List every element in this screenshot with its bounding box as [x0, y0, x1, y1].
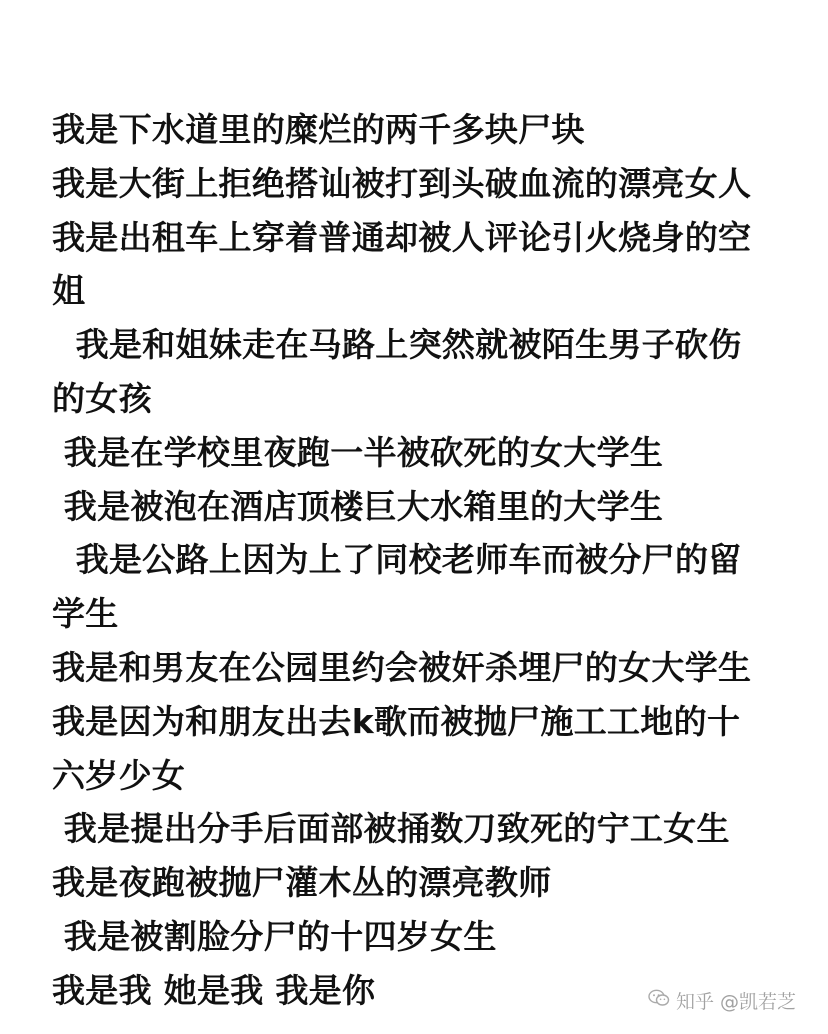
text-line: 学生	[52, 594, 119, 634]
text-line: 我是被泡在酒店顶楼巨大水箱里的大学生	[52, 486, 664, 526]
text-line: 我是被割脸分尸的十四岁女生	[52, 916, 497, 956]
text-line: 我是公路上因为上了同校老师车而被分尸的留	[52, 540, 742, 580]
text-line: 我是和姐妹走在马路上突然就被陌生男子砍伤	[52, 325, 742, 365]
watermark-text: 知乎 @凯若芝	[676, 990, 797, 1013]
text-line: 我是提出分手后面部被捅数刀致死的宁工女生	[52, 809, 730, 849]
text-line: 姐	[52, 271, 86, 311]
text-line: 我是我 她是我 我是你	[52, 970, 376, 1010]
text-line: 我是因为和朋友出去k歌而被抛尸施工工地的十	[52, 701, 741, 741]
text-line: 的女孩	[52, 378, 152, 418]
text-line: 我是夜跑被抛尸灌木丛的漂亮教师	[52, 863, 552, 903]
text-line: 我是和男友在公园里约会被奸杀埋尸的女大学生	[52, 647, 752, 687]
text-line: 我是出租车上穿着普通却被人评论引火烧身的空	[52, 217, 752, 257]
text-line: 我是下水道里的糜烂的两千多块尸块	[52, 110, 585, 149]
text-line: 六岁少女	[52, 755, 186, 795]
text-line: 我是在学校里夜跑一半被砍死的女大学生	[52, 432, 664, 472]
wechat-icon	[648, 989, 670, 1011]
text-line: 我是大街上拒绝搭讪被打到头破血流的漂亮女人	[52, 163, 752, 203]
post-text	[52, 103, 792, 1018]
watermark	[648, 980, 818, 1020]
